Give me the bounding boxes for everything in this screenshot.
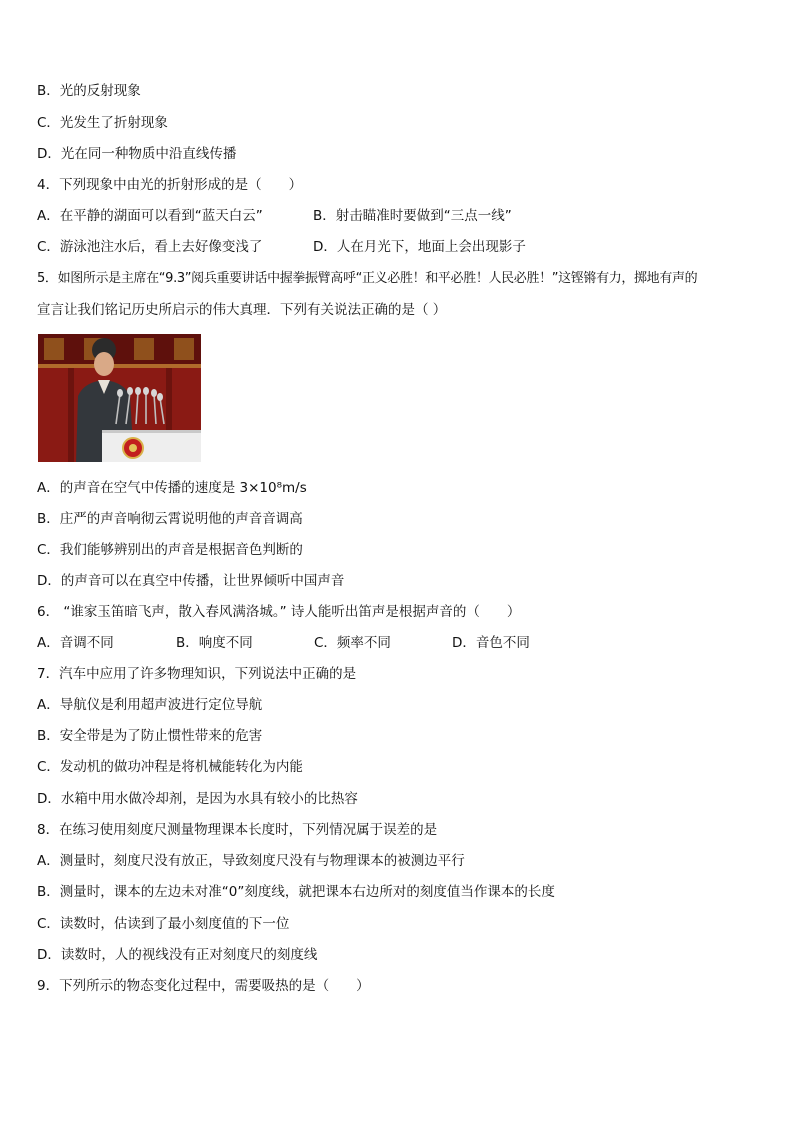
q4-option-a: A．在平静的湖面可以看到“蓝天白云”: [37, 208, 263, 224]
speech-photo-illustration: [38, 334, 201, 462]
q6-option-b: B．响度不同: [176, 635, 253, 651]
q3-option-d: D．光在同一种物质中沿直线传播: [37, 146, 237, 162]
q5-stem-line1: 5．如图所示是主席在“9.3”阅兵重要讲话中握拳振臂高呼“正义必胜！和平必胜！人民必胜！”这铿锵有力，掷地有声的: [37, 271, 698, 286]
q3-option-b: B．光的反射现象: [37, 83, 141, 99]
speech-photo: [38, 334, 201, 462]
q8-option-d: D．读数时，人的视线没有正对刻度尺的刻度线: [37, 947, 318, 963]
q8-option-b: B．测量时，课本的左边未对准“0”刻度线，就把课本右边所对的刻度值当作课本的长度: [37, 884, 555, 900]
q3-option-c: C．光发生了折射现象: [37, 115, 168, 131]
q8-stem: 8．在练习使用刻度尺测量物理课本长度时，下列情况属于误差的是: [37, 822, 438, 838]
q4-option-c: C．游泳池注水后，看上去好像变浅了: [37, 239, 263, 255]
q5-option-b: B．庄严的声音响彻云霄说明他的声音音调高: [37, 511, 303, 527]
q6-stem: 6． “谁家玉笛暗飞声，散入春风满洛城。” 诗人能听出笛声是根据声音的（ ）: [37, 604, 521, 620]
q6-option-a: A．音调不同: [37, 635, 114, 651]
q4-stem: 4．下列现象中由光的折射形成的是（ ）: [37, 177, 303, 193]
q5-stem-line2: 宣言让我们铭记历史所启示的伟大真理．下列有关说法正确的是（ ）: [37, 302, 447, 318]
q9-stem: 9．下列所示的物态变化过程中，需要吸热的是（ ）: [37, 978, 370, 994]
q4-option-d: D．人在月光下，地面上会出现影子: [313, 239, 526, 255]
q7-option-c: C．发动机的做功冲程是将机械能转化为内能: [37, 759, 303, 775]
q6-option-c: C．频率不同: [314, 635, 391, 651]
q5-option-d: D．的声音可以在真空中传播，让世界倾听中国声音: [37, 573, 345, 589]
q4-option-b: B．射击瞄准时要做到“三点一线”: [313, 208, 512, 224]
q7-stem: 7．汽车中应用了许多物理知识，下列说法中正确的是: [37, 666, 357, 682]
q8-option-c: C．读数时，估读到了最小刻度值的下一位: [37, 916, 290, 932]
q7-option-d: D．水箱中用水做冷却剂，是因为水具有较小的比热容: [37, 791, 358, 807]
q6-option-d: D．音色不同: [452, 635, 530, 651]
q7-option-a: A．导航仪是利用超声波进行定位导航: [37, 697, 263, 713]
q5-option-a: A．的声音在空气中传播的速度是 3×10⁸m/s: [37, 480, 307, 496]
q5-option-c: C．我们能够辨别出的声音是根据音色判断的: [37, 542, 303, 558]
q7-option-b: B．安全带是为了防止惯性带来的危害: [37, 728, 263, 744]
q8-option-a: A．测量时，刻度尺没有放正，导致刻度尺没有与物理课本的被测边平行: [37, 853, 465, 869]
